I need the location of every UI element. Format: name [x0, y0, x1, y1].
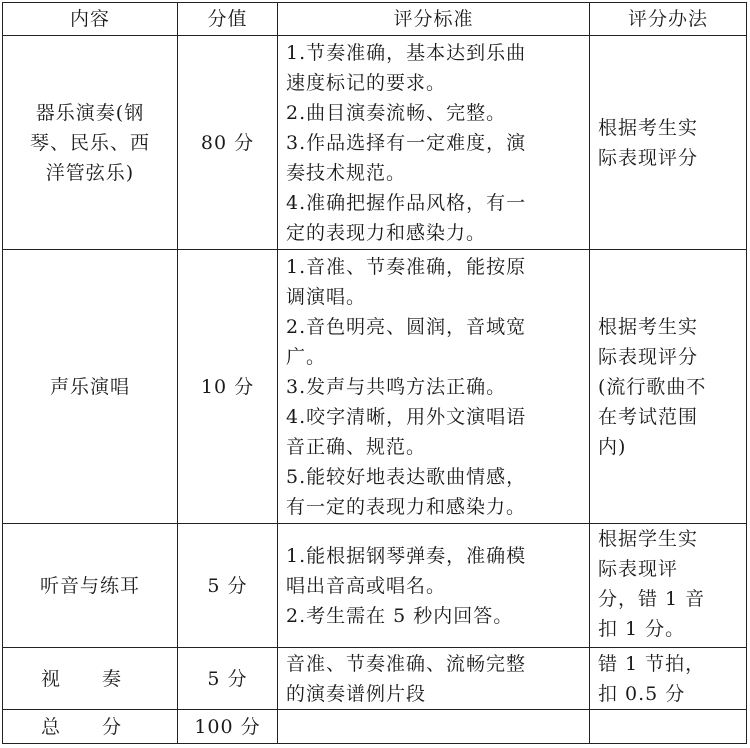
- method-line: 际表现评分: [598, 345, 699, 368]
- header-content: 内容: [3, 3, 178, 36]
- table-row: [3, 648, 747, 710]
- criteria-line: 奏技术规范。: [286, 161, 407, 184]
- content-line: 器乐演奏(钢: [35, 101, 145, 124]
- header-method: 评分办法: [590, 3, 747, 36]
- row-content: [3, 36, 178, 250]
- criteria-line: 调演唱。: [286, 285, 367, 308]
- criteria-line: 广。: [286, 345, 327, 368]
- header-row: [3, 3, 747, 36]
- criteria-line: 音正确、规范。: [286, 435, 427, 458]
- method-line: (流行歌曲不: [598, 375, 707, 398]
- criteria-line: 4.准确把握作品风格，有一: [286, 191, 527, 214]
- method-line: 扣 1 分。: [598, 618, 686, 640]
- row-content: [3, 648, 178, 710]
- criteria-line: 1.能根据钢琴弹奏，准确模: [286, 544, 527, 567]
- header-score: 分值: [178, 3, 278, 36]
- method-line: 错 1 节拍，: [598, 652, 706, 675]
- row-criteria: [278, 250, 590, 524]
- criteria-line: 4.咬字清晰，用外文演唱语: [286, 405, 527, 428]
- row-method: [590, 250, 747, 524]
- criteria-line: 唱出音高或唱名。: [286, 574, 447, 597]
- header-criteria: 评分标准: [278, 3, 590, 36]
- content-line: 洋管弦乐): [45, 161, 135, 184]
- row-method: [590, 648, 747, 710]
- total-method-empty: [590, 710, 747, 744]
- table-row: [3, 36, 747, 250]
- row-content: [3, 250, 178, 524]
- total-score: 100 分: [178, 710, 278, 744]
- row-method: [590, 36, 747, 250]
- row-score: 80 分: [178, 36, 278, 250]
- criteria-line: 的演奏谱例片段: [286, 682, 427, 705]
- row-method: [590, 524, 747, 648]
- content-line: 视 奏: [40, 667, 140, 690]
- criteria-line: 3.作品选择有一定难度，演: [286, 131, 527, 154]
- method-line: 根据考生实: [598, 315, 699, 338]
- scoring-table: [2, 2, 747, 744]
- criteria-line: 2.曲目演奏流畅、完整。: [286, 101, 507, 124]
- method-line: 际表现评分: [598, 146, 699, 169]
- method-line: 根据考生实: [598, 116, 699, 139]
- row-content: [3, 524, 178, 648]
- method-line: 内): [598, 435, 627, 458]
- row-score: 5 分: [178, 648, 278, 710]
- total-label-text: 总 分: [40, 715, 140, 738]
- table-row: [3, 250, 747, 524]
- row-criteria: [278, 648, 590, 710]
- content-line: 听音与练耳: [39, 574, 140, 597]
- table-row: [3, 524, 747, 648]
- total-criteria-empty: [278, 710, 590, 744]
- method-line: 在考试范围: [598, 405, 699, 428]
- criteria-line: 1.音准、节奏准确，能按原: [286, 255, 527, 278]
- method-line: 根据学生实: [598, 528, 699, 550]
- criteria-line: 速度标记的要求。: [286, 71, 447, 94]
- row-score: 10 分: [178, 250, 278, 524]
- content-line: 声乐演唱: [49, 375, 130, 398]
- content-line: 琴、民乐、西: [29, 131, 150, 154]
- method-line: 扣 0.5 分: [598, 682, 686, 705]
- row-score: 5 分: [178, 524, 278, 648]
- criteria-line: 音准、节奏准确、流畅完整: [286, 652, 527, 675]
- criteria-line: 5.能较好地表达歌曲情感，: [286, 465, 527, 488]
- criteria-line: 2.音色明亮、圆润，音域宽: [286, 315, 527, 338]
- method-line: 际表现评: [598, 558, 679, 580]
- total-label: [3, 710, 178, 744]
- criteria-line: 有一定的表现力和感染力。: [286, 495, 527, 518]
- criteria-line: 2.考生需在 5 秒内回答。: [286, 604, 514, 627]
- criteria-line: 1.节奏准确，基本达到乐曲: [286, 41, 527, 64]
- total-row: [3, 710, 747, 744]
- method-line: 分，错 1 音: [598, 588, 706, 610]
- criteria-line: 3.发声与共鸣方法正确。: [286, 375, 507, 398]
- row-criteria: [278, 36, 590, 250]
- criteria-line: 定的表现力和感染力。: [286, 221, 487, 244]
- row-criteria: [278, 524, 590, 648]
